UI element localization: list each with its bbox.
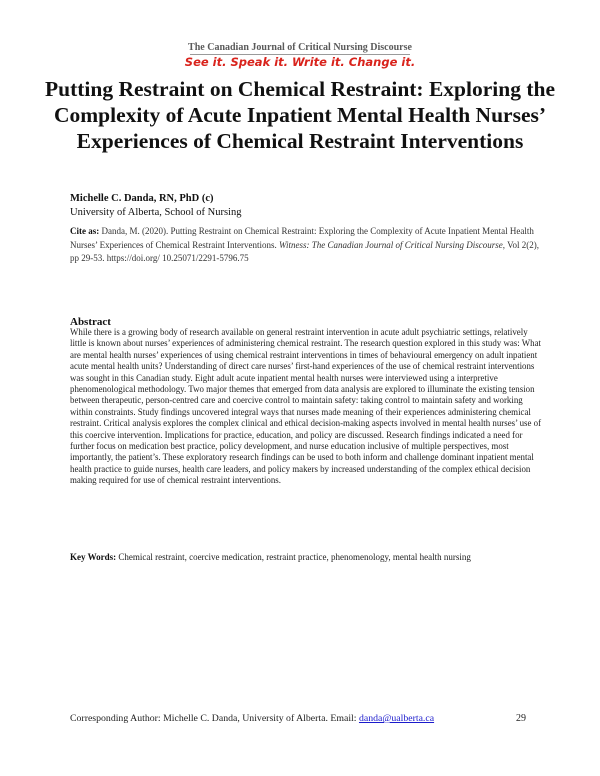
keywords bbox=[70, 551, 542, 563]
citation-label: Cite as: bbox=[70, 226, 100, 236]
email-link[interactable]: danda@ualberta.ca bbox=[358, 713, 435, 724]
corresponding-author-text: Corresponding Author: Michelle C. Danda, University of Alberta. Email: bbox=[70, 713, 359, 724]
keywords-label: Key Words: bbox=[70, 552, 117, 562]
journal-name: The Canadian Journal of Critical Nursing Discourse bbox=[188, 42, 412, 53]
citation-journal: Witness: The Canadian Journal of Critical Nursing Discourse bbox=[279, 239, 503, 250]
article-title: Putting Restraint on Chemical Restraint: Exploring the Complexity of Acute Inpatient Mental Health Nurses’ Experiences of Chemical Restraint Interventions bbox=[45, 77, 555, 153]
citation-details: , Vol 2(2), pp 29-53. https://doi.org/ 10.25071/2291-5796.75 bbox=[70, 239, 539, 263]
author-affiliation: University of Alberta, School of Nursing bbox=[70, 207, 242, 218]
author-name: Michelle C. Danda, RN, PhD (c) bbox=[70, 193, 214, 204]
citation bbox=[70, 225, 540, 266]
corresponding-author bbox=[70, 713, 530, 724]
citation-text: Danda, M. (2020). Putting Restraint on Chemical Restraint: Exploring the Complexity of Acute Inpatient Mental Health Nurses’ Experiences of Chemical Restraint Interventions. bbox=[70, 226, 534, 250]
abstract-text: While there is a growing body of research available on general restraint intervention in acute adult psychiatric settings, relatively little is known about nurses’ experiences of administering chemical restraint. The research question explored in this study was: What are mental health nurses’ experiences of using chemical restraint interventions in times of behavioural emergency on adult inpatient acute mental health units? Understanding of direct care nurses’ first-hand experiences of the use of chemical restraint interventions was sought in this Canadian study. Eight adult acute inpatient mental health nurses were interviewed using a interpretive phenomenological methodology. Two major themes that emerged from data analysis are explored to illuminate the existing tension between therapeutic, person-centred care and coercive control to maintain safety: taking control to maintain safety and working within constraints. Study findings uncovered integral ways that nurses made meaning of their experiences administering chemical restraint. Critical analysis explores the complex clinical and ethical decision-making aspects involved in mental health nurses’ use of this coercive intervention. Implications for practice, education, and policy are discussed. Research findings indicated a need for further focus on medication best practice, policy development, and nurse education inclusive of multiple perspectives, most importantly, the patient’s. These exploratory research findings can be used to both inform and challenge dominant inpatient mental health practice to guide nurses, health care leaders, and policy makers by increased understanding of the complex ethical decision making required for use of chemical restraint interventions. bbox=[70, 327, 542, 486]
journal-tagline: See it. Speak it. Write it. Change it. bbox=[184, 55, 416, 69]
page-number: 29 bbox=[516, 713, 526, 724]
keywords-text: Chemical restraint, coercive medication, restraint practice, phenomenology, mental health nursing bbox=[116, 552, 471, 562]
abstract-heading: Abstract bbox=[70, 316, 111, 328]
